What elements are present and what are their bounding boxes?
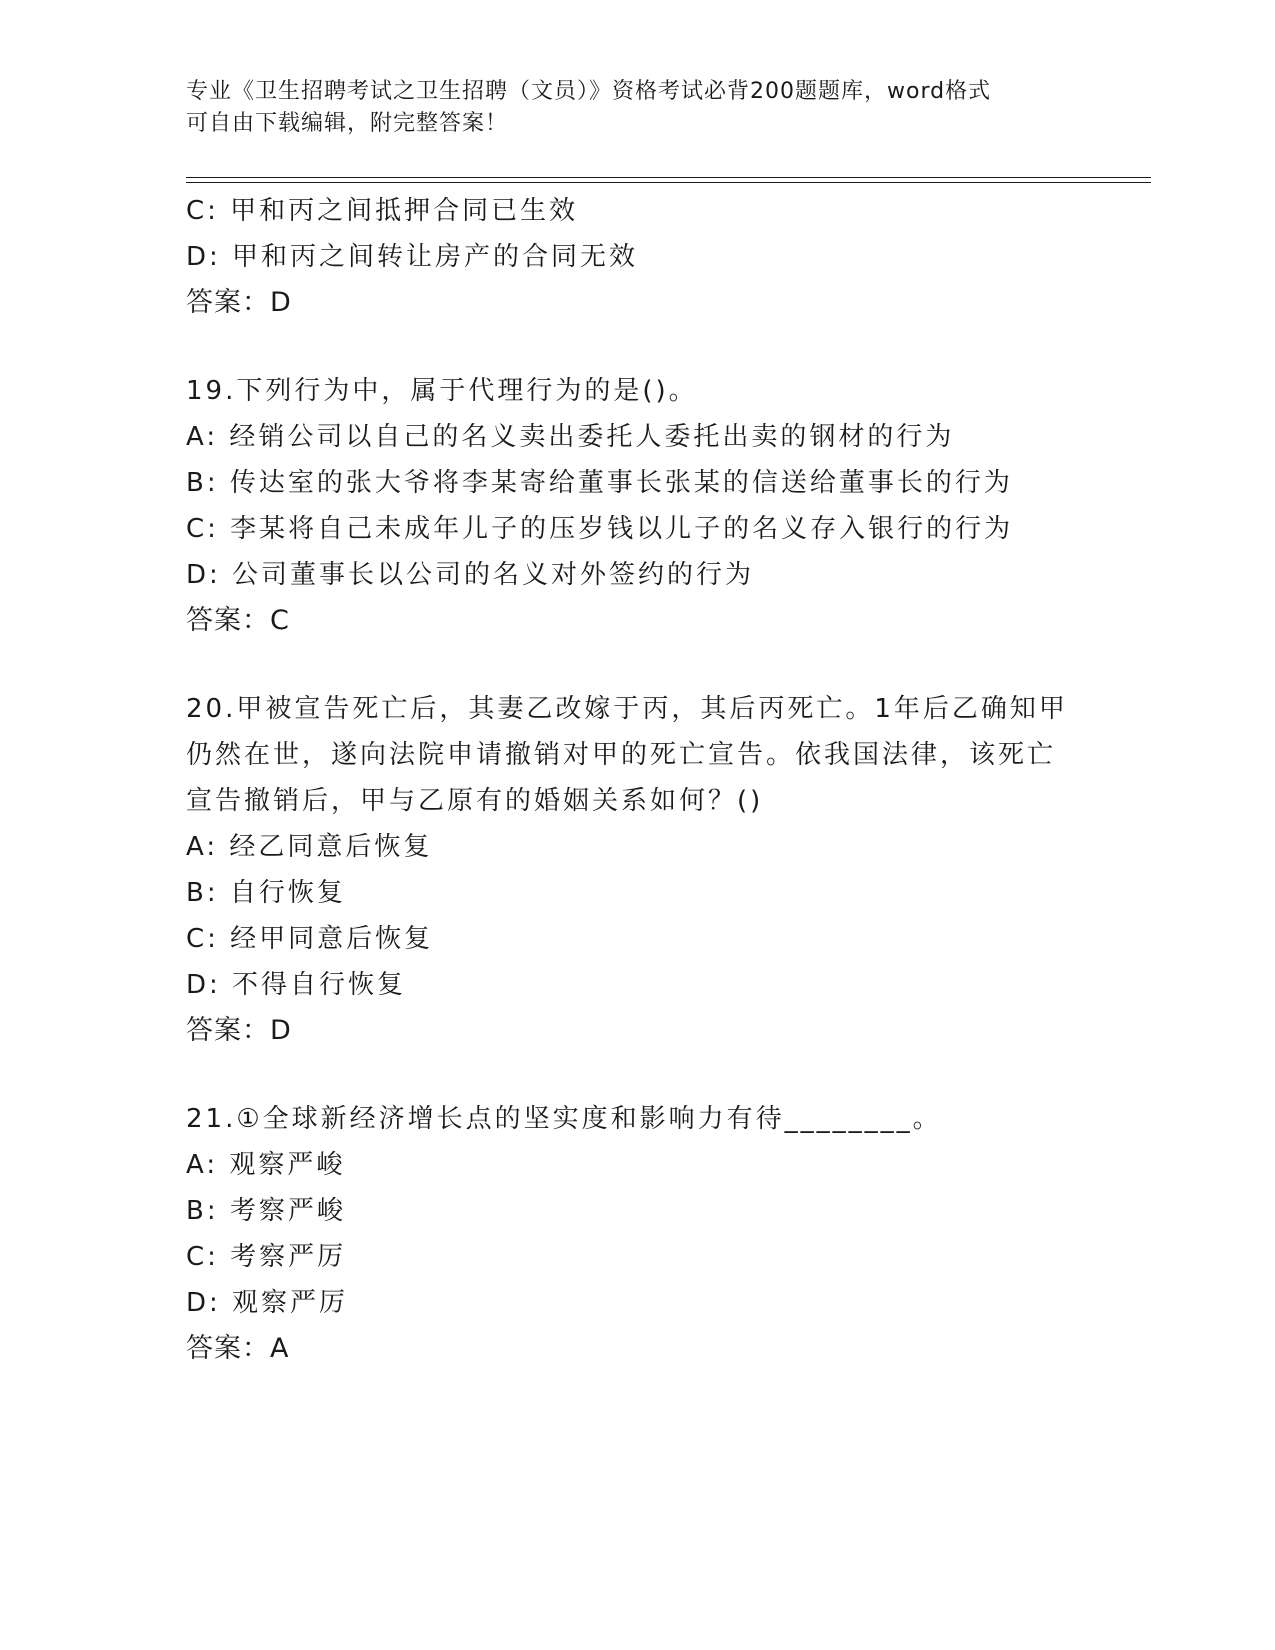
option-c: C: 经甲同意后恢复 <box>186 924 434 954</box>
option-c: C: 李某将自己未成年儿子的压岁钱以儿子的名义存入银行的行为 <box>186 514 1014 544</box>
option-d: D: 不得自行恢复 <box>186 970 407 1000</box>
spacer <box>186 644 1086 686</box>
header-title-line-1: 专业《卫生招聘考试之卫生招聘（文员）》资格考试必背200题题库，word格式 <box>186 79 992 104</box>
question-block-19 <box>186 368 1086 644</box>
option-d: D: 观察严厉 <box>186 1288 349 1318</box>
option-c: C: 考察严厉 <box>186 1242 347 1272</box>
option-d: D: 公司董事长以公司的名义对外签约的行为 <box>186 560 755 590</box>
answer-line: 答案：C <box>186 605 290 636</box>
spacer <box>186 1054 1086 1096</box>
option-c: C: 甲和丙之间抵押合同已生效 <box>186 196 579 226</box>
document-header <box>186 76 1066 140</box>
question-stem: 仍然在世，遂向法院申请撤销对甲的死亡宣告。依我国法律，该死亡 <box>186 740 1057 770</box>
question-block-20 <box>186 686 1086 1054</box>
option-a: A: 经乙同意后恢复 <box>186 832 433 862</box>
option-d: D: 甲和丙之间转让房产的合同无效 <box>186 242 639 272</box>
answer-line: 答案：A <box>186 1333 290 1364</box>
question-list <box>186 188 1086 1372</box>
header-divider-bottom <box>186 182 1151 183</box>
answer-line: 答案：D <box>186 287 292 318</box>
option-a: A: 观察严峻 <box>186 1150 346 1180</box>
option-b: B: 传达室的张大爷将李某寄给董事长张某的信送给董事长的行为 <box>186 468 1013 498</box>
option-b: B: 自行恢复 <box>186 878 346 908</box>
question-stem: 19.下列行为中，属于代理行为的是()。 <box>186 376 698 406</box>
header-divider-top <box>186 177 1151 178</box>
question-block-18-continued <box>186 188 1086 326</box>
question-stem: 宣告撤销后，甲与乙原有的婚姻关系如何？() <box>186 786 764 816</box>
question-stem: 20.甲被宣告死亡后，其妻乙改嫁于丙，其后丙死亡。1年后乙确知甲 <box>186 694 1068 724</box>
header-title-line-2: 可自由下载编辑，附完整答案！ <box>186 111 509 136</box>
question-stem: 21.①全球新经济增长点的坚实度和影响力有待________。 <box>186 1104 942 1134</box>
answer-line: 答案：D <box>186 1015 292 1046</box>
option-a: A: 经销公司以自己的名义卖出委托人委托出卖的钢材的行为 <box>186 422 955 452</box>
spacer <box>186 326 1086 368</box>
question-block-21 <box>186 1096 1086 1372</box>
option-b: B: 考察严峻 <box>186 1196 346 1226</box>
